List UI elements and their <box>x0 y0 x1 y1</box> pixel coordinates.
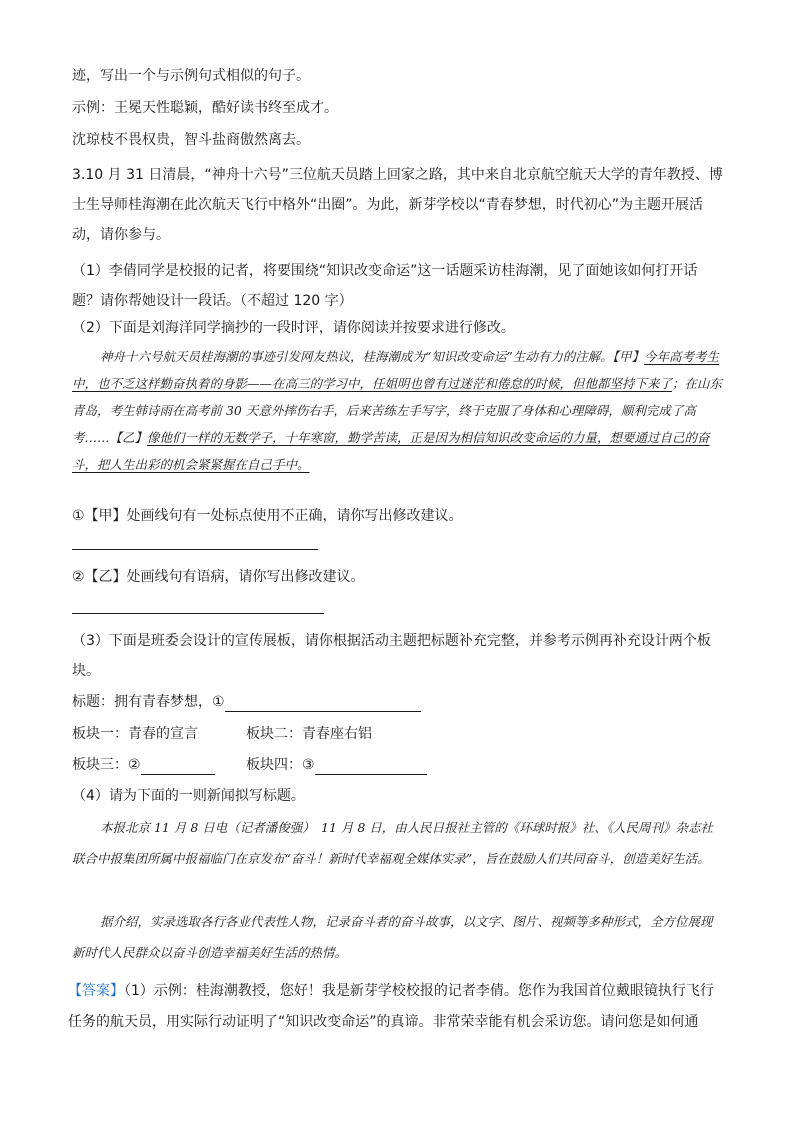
answer-text: （1）示例：桂海潮教授，您好！我是新芽学校校报的记者李倩。您作为我国首位戴眼镜执行飞行任务的航天员，用实际行动证明了“知识改变命运”的真谛。非常荣幸能有机会采访您。请问您是如何通 <box>68 983 714 1030</box>
blank-2[interactable] <box>141 759 215 775</box>
board-block-2: 板块二：青春座右铝 <box>246 726 372 742</box>
blank-1[interactable] <box>225 696 421 712</box>
board-title-label: 标题：拥有青春梦想，① <box>72 694 225 710</box>
commentary-passage <box>72 343 724 478</box>
blank-3[interactable] <box>315 759 427 775</box>
question-yi: ②【乙】处画线句有语病，请你写出修改建议。 <box>72 569 365 585</box>
question-jia: ①【甲】处画线句有一处标点使用不正确，请你写出修改建议。 <box>72 508 463 524</box>
news-paragraph-2 <box>72 906 724 968</box>
board-block-4-row <box>246 755 427 775</box>
news-text: 据介绍，实录选取各行各业代表性人物，记录奋斗者的奋斗故事，以文字、图片、视频等多种形式，全方位展现新时代人民群众以奋斗创造幸福美好生活的热情。 <box>72 914 713 960</box>
underlined-sentence-yi: 像他们一样的无数学子，十年寒窗，勤学苦读，正是因为相信知识改变命运的力量，想要通过自己的奋斗，把人生出彩的机会紧紧握在自己手中。 <box>72 430 710 472</box>
question-3-1: （1）李倩同学是校报的记者，将要围绕“知识改变命运”这一话题采访桂海潮，见了面她该如何打开话题？请你帮她设计一段话。（不超过 120 字） <box>72 263 698 309</box>
question-3-4: （4）请为下面的一则新闻拟写标题。 <box>72 788 305 804</box>
news-text: 本报北京 11 月 8 日电（记者潘俊强） 11 月 8 日，由人民日报社主管的《环球时报》社、《人民周刊》杂志社联合中报集团所属中报福临门在京发布“奋斗！新时代幸福观全媒体实录”，旨在鼓励人们共同奋斗，创造美好生活。 <box>72 820 714 866</box>
example-answer-line: 沈琼枝不畏权贵，智斗盐商傲然离去。 <box>72 132 310 148</box>
board-block-3: 板块三：② <box>72 757 141 773</box>
question-3-3: （3）下面是班委会设计的宣传展板，请你根据活动主题把标题补充完整，并参考示例再补充设计两个板块。 <box>72 633 711 679</box>
news-paragraph-1 <box>72 812 724 874</box>
passage-text: ；在山东青岛，考生韩诗雨在高考前 30 天意外摔伤右手，后来苦练左手写字，终于克服了身体和心理障碍，顺利完成了高考……【乙】 <box>72 376 723 445</box>
answer-line-yi[interactable] <box>72 613 324 614</box>
answer-line-jia[interactable] <box>72 549 318 550</box>
question-3-intro: 3.10 月 31 日清晨，“神舟十六号”三位航天员踏上回家之路，其中来自北京航空航天大学的青年教授、博士生导师桂海潮在此次航天飞行中格外“出圈”。为此，新芽学校以“青春梦想，时代初心”为主题开展活动，请你参与。 <box>72 167 723 243</box>
board-block-4: 板块四：③ <box>246 757 315 773</box>
answer-tag: 【答案】 <box>68 983 124 999</box>
answer-block <box>68 976 724 1038</box>
underlined-sentence-jia: 今年高考考生中，也不乏这样勤奋执着的身影——在高三的学习中，任姐明也曾有过迷茫和倦怠的时候，但他都坚持下来了 <box>72 349 720 391</box>
board-block-1: 板块一：青春的宣言 <box>72 726 198 742</box>
passage-text: 神舟十六号航天员桂海潮的事迹引发网友热议，桂海潮成为“知识改变命运”生动有力的注解。【甲】 <box>100 349 645 364</box>
board-title-row <box>72 692 421 712</box>
text-line: 迹，写出一个与示例句式相似的句子。 <box>72 68 310 84</box>
question-3-2: （2）下面是刘海洋同学摘抄的一段时评，请你阅读并按要求进行修改。 <box>72 320 515 336</box>
board-block-3-row <box>72 755 215 775</box>
example-line: 示例：王冕天性聪颖，酷好读书终至成才。 <box>72 100 338 116</box>
